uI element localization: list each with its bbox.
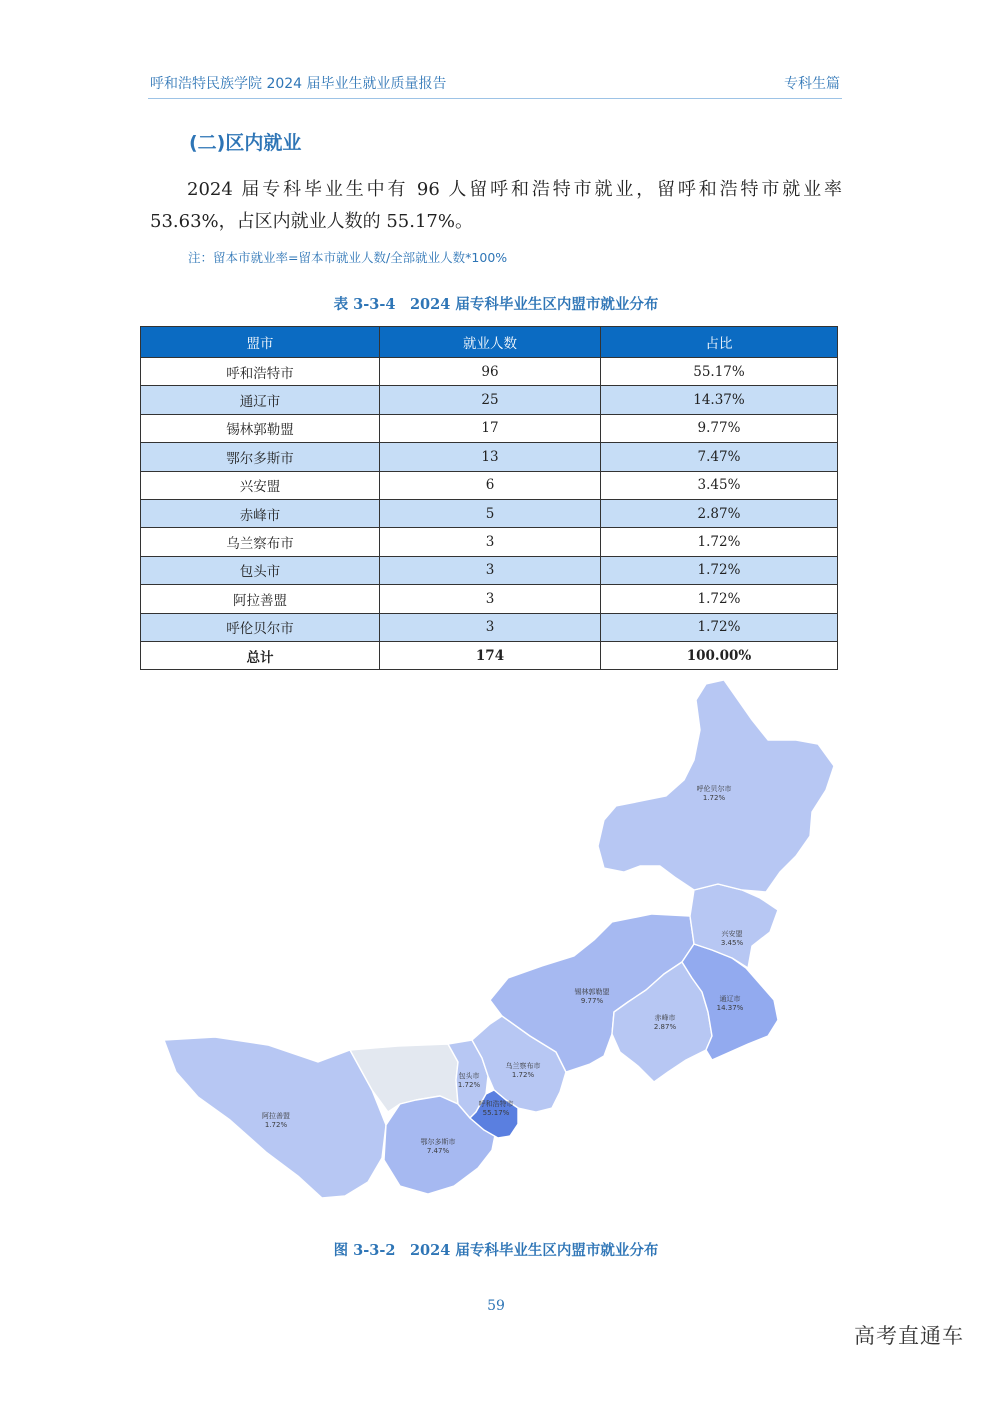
cell-count: 3 <box>380 556 601 584</box>
table-row <box>141 499 838 527</box>
label-ulanqab-value: 1.72% <box>511 1071 535 1079</box>
label-hohhot-name: 呼和浩特市 <box>478 1100 514 1108</box>
cell-city: 呼和浩特市 <box>141 358 380 386</box>
employment-table <box>140 326 838 670</box>
cell-city: 兴安盟 <box>141 471 380 499</box>
table-caption: 表 3-3-4 2024 届专科毕业生区内盟市就业分布 <box>333 296 659 313</box>
header-section-name: 专科生篇 <box>784 76 840 92</box>
label-hulunbuir-name: 呼伦贝尔市 <box>696 785 732 793</box>
cell-count: 3 <box>380 528 601 556</box>
cell-city: 包头市 <box>141 556 380 584</box>
cell-city: 乌兰察布市 <box>141 528 380 556</box>
table-row <box>141 443 838 471</box>
table-total-row <box>141 641 838 669</box>
cell-count: 5 <box>380 499 601 527</box>
label-xilingol-name: 锡林郭勒盟 <box>574 988 610 996</box>
table-row <box>141 585 838 613</box>
table-row <box>141 471 838 499</box>
label-hohhot-value: 55.17% <box>482 1109 510 1117</box>
label-ordos-value: 7.47% <box>426 1147 450 1155</box>
body-paragraph-text: 2024 届专科毕业生中有 96 人留呼和浩特市就业，留呼和浩特市就业率 53.63%，占区内就业人数的 55.17%。 <box>150 179 842 232</box>
cell-total-label: 总计 <box>141 641 380 669</box>
header-share: 占比 <box>601 327 838 358</box>
cell-count: 13 <box>380 443 601 471</box>
table-row <box>141 556 838 584</box>
section-title: (二)区内就业 <box>189 132 302 154</box>
header-report-title: 呼和浩特民族学院 2024 届毕业生就业质量报告 <box>150 76 447 92</box>
cell-count: 96 <box>380 358 601 386</box>
table-row <box>141 358 838 386</box>
cell-share: 7.47% <box>601 443 838 471</box>
label-ordos-name: 鄂尔多斯市 <box>420 1138 456 1146</box>
label-tongliao-name: 通辽市 <box>719 995 741 1003</box>
label-chifeng-name: 赤峰市 <box>654 1014 676 1022</box>
cell-share: 14.37% <box>601 386 838 414</box>
cell-count: 6 <box>380 471 601 499</box>
cell-count: 3 <box>380 585 601 613</box>
inner-mongolia-map <box>150 676 840 1226</box>
label-tongliao-value: 14.37% <box>716 1004 744 1012</box>
cell-city: 赤峰市 <box>141 499 380 527</box>
label-baotou-value: 1.72% <box>457 1081 481 1089</box>
header-divider <box>148 98 842 99</box>
header-city: 盟市 <box>141 327 380 358</box>
watermark: 高考直通车 <box>854 1324 964 1348</box>
label-hulunbuir-value: 1.72% <box>702 794 726 802</box>
body-paragraph <box>150 174 842 238</box>
cell-count: 17 <box>380 414 601 442</box>
label-baotou-name: 包头市 <box>458 1072 480 1080</box>
label-xinganmeng-value: 3.45% <box>720 939 744 947</box>
cell-city: 鄂尔多斯市 <box>141 443 380 471</box>
cell-share: 55.17% <box>601 358 838 386</box>
cell-share: 1.72% <box>601 585 838 613</box>
cell-total-share: 100.00% <box>601 641 838 669</box>
formula-note: 注：留本市就业率=留本市就业人数/全部就业人数*100% <box>188 250 508 265</box>
header-count: 就业人数 <box>380 327 601 358</box>
cell-share: 1.72% <box>601 556 838 584</box>
cell-city: 阿拉善盟 <box>141 585 380 613</box>
label-xilingol-value: 9.77% <box>580 997 604 1005</box>
cell-share: 2.87% <box>601 499 838 527</box>
cell-count: 25 <box>380 386 601 414</box>
cell-share: 9.77% <box>601 414 838 442</box>
cell-share: 1.72% <box>601 613 838 641</box>
label-ulanqab-name: 乌兰察布市 <box>505 1062 541 1070</box>
cell-city: 呼伦贝尔市 <box>141 613 380 641</box>
label-xinganmeng-name: 兴安盟 <box>721 930 743 938</box>
cell-share: 3.45% <box>601 471 838 499</box>
table-row <box>141 386 838 414</box>
table-row <box>141 528 838 556</box>
cell-total-count: 174 <box>380 641 601 669</box>
table-row <box>141 613 838 641</box>
cell-count: 3 <box>380 613 601 641</box>
label-alxa-value: 1.72% <box>264 1121 288 1129</box>
figure-caption: 图 3-3-2 2024 届专科毕业生区内盟市就业分布 <box>333 1242 659 1259</box>
cell-share: 1.72% <box>601 528 838 556</box>
table-header-row <box>141 327 838 358</box>
label-chifeng-value: 2.87% <box>653 1023 677 1031</box>
cell-city: 锡林郭勒盟 <box>141 414 380 442</box>
table-row <box>141 414 838 442</box>
page-number: 59 <box>487 1298 505 1314</box>
label-alxa-name: 阿拉善盟 <box>262 1112 290 1120</box>
cell-city: 通辽市 <box>141 386 380 414</box>
